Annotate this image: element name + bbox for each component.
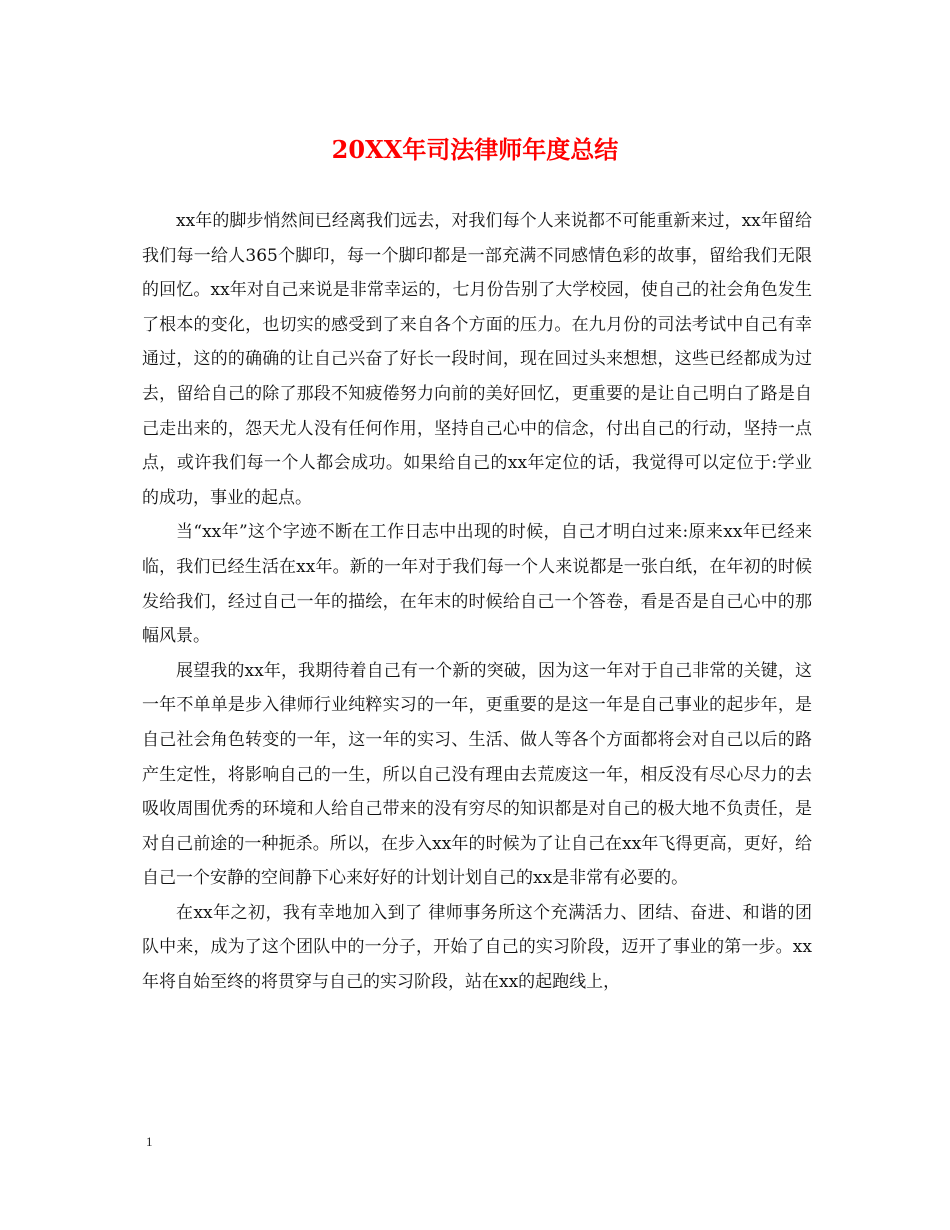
paragraph-1: xx年的脚步悄然间已经离我们远去，对我们每个人来说都不可能重新来过，xx年留给我们每一给人365个脚印，每一个脚印都是一部充满不同感情色彩的故事，留给我们无限的回忆。xx年对自己来说是非常幸运的，七月份告别了大学校园，使自己的社会角色发生了根本的变化，也切实的感受到了来自各个方面的压力。在九月份的司法考试中自己有幸通过，这的的确确的让自己兴奋了好长一段时间，现在回过头来想想，这些已经都成为过去，留给自己的除了那段不知疲倦努力向前的美好回忆，更重要的是让自己明白了路是自己走出来的，怨天尤人没有任何作用，坚持自己心中的信念，付出自己的行动，坚持一点点，或许我们每一个人都会成功。如果给自己的xx年定位的话，我觉得可以定位于:学业的成功，事业的起点。 bbox=[142, 211, 812, 508]
document-body bbox=[142, 204, 812, 1000]
paragraph-3: 展望我的xx年，我期待着自己有一个新的突破，因为这一年对于自己非常的关键，这一年不单单是步入律师行业纯粹实习的一年，更重要的是这一年是自己事业的起步年，是自己社会角色转变的一年，这一年的实习、生活、做人等各个方面都将会对自己以后的路产生定性，将影响自己的一生，所以自己没有理由去荒废这一年，相反没有尽心尽力的去吸收周围优秀的环境和人给自己带来的没有穷尽的知识都是对自己的极大地不负责任，是对自己前途的一种扼杀。所以，在步入xx年的时候为了让自己在xx年飞得更高，更好，给自己一个安静的空间静下心来好好的计划计划自己的xx是非常有必要的。 bbox=[142, 660, 812, 889]
paragraph-2: 当“xx年”这个字迹不断在工作日志中出现的时候，自己才明白过来:原来xx年已经来临，我们已经生活在xx年。新的一年对于我们每一个人来说都是一张白纸，在年初的时候发给我们，经过自己一年的描绘，在年末的时候给自己一个答卷，看是否是自己心中的那幅风景。 bbox=[142, 522, 812, 647]
paragraph-4: 在xx年之初，我有幸地加入到了 律师事务所这个充满活力、团结、奋进、和谐的团队中来，成为了这个团队中的一分子，开始了自己的实习阶段，迈开了事业的第一步。xx年将自始至终的将贯穿与自己的实习阶段，站在xx的起跑线上， bbox=[142, 902, 812, 993]
document-title: 20XX年司法律师年度总结 bbox=[331, 135, 619, 164]
page-number: 1 bbox=[146, 1134, 153, 1149]
